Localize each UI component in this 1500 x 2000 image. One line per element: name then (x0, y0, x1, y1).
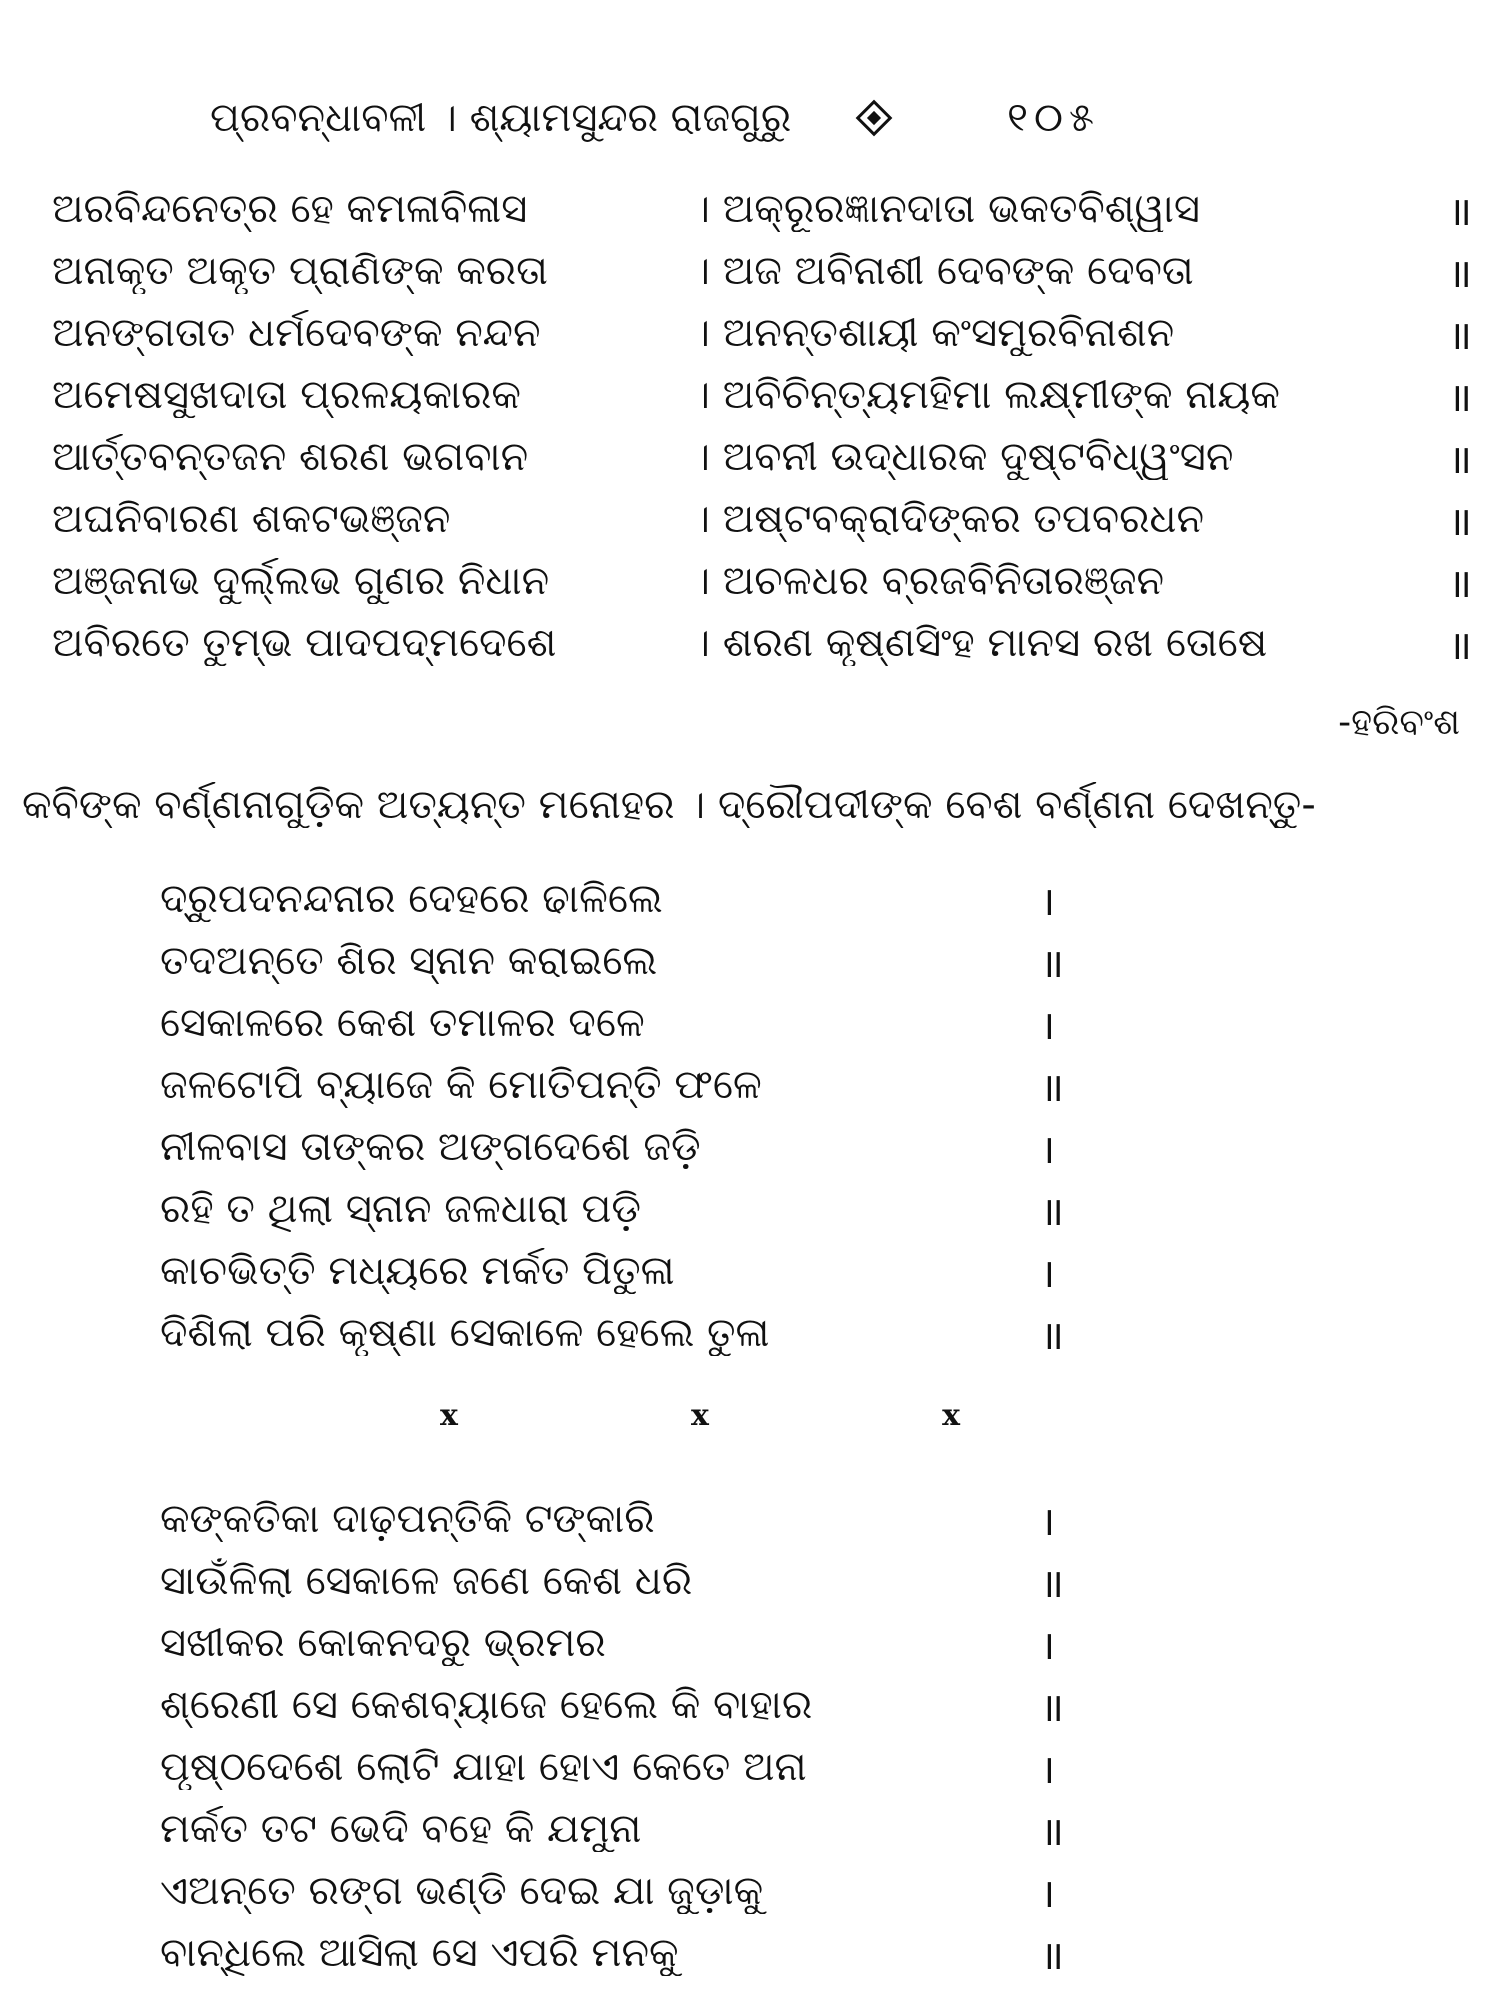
source-attribution: -ହରିବଂଶ (1338, 702, 1460, 743)
verse-line (160, 1054, 1120, 1116)
verse-text: ଜଳଟୋପି ବ୍ୟାଜେ କି ମୋତିପନ୍ତି ଫଳେ (160, 1062, 762, 1108)
verse-line (160, 1488, 1120, 1550)
verse-end-mark: ॥ (1040, 1560, 1064, 1607)
verse-right-half: । ଶରଣ କୃଷ୍ଣସିଂହ ମାନସ ରଖ ତୋଷେ (692, 620, 1268, 666)
verse-right-half: । ଅବନୀ ଉଦ୍ଧାରକ ଦୁଷ୍ଟବିଧ୍ୱଂସନ (692, 434, 1234, 480)
verse-right-half: । ଅନନ୍ତଶାୟୀ କଂସମୁରବିନାଶନ (692, 310, 1175, 356)
verse-line (160, 992, 1120, 1054)
verse-line (160, 1240, 1120, 1302)
verse-end-mark: ॥ (1448, 498, 1472, 545)
verse-end-mark: ॥ (1040, 1064, 1064, 1111)
verse-end-mark: ॥ (1448, 436, 1472, 483)
verse-text: ମର୍କତ ତଟ ଭେଦି ବହେ କି ଯମୁନା (160, 1806, 642, 1852)
verse-text: ପୃଷ୍ଠଦେଶେ ଲୋଟି ଯାହା ହୋଏ କେତେ ଅନା (160, 1744, 807, 1790)
verse-line (52, 488, 1472, 550)
verse-left-half: ଆର୍ତ୍ତବନ୍ତଜନ ଶରଣ ଭଗବାନ (52, 434, 529, 480)
verse-end-mark: ॥ (1040, 1932, 1064, 1979)
verse-end-mark: ॥ (1040, 1312, 1064, 1359)
verse-line (160, 1612, 1120, 1674)
verse-text: ଦିଶିଲା ପରି କୃଷ୍ଣା ସେକାଳେ ହେଲେ ତୁଳା (160, 1310, 770, 1356)
verse-text: ସେକାଳରେ କେଶ ତମାଳର ଦଳେ (160, 1000, 645, 1046)
verse-end-mark: । (1040, 1126, 1056, 1173)
verse-end-mark: ॥ (1448, 622, 1472, 669)
verse-text: ତଦଅନ୍ତେ ଶିର ସ୍ନାନ କରାଇଲେ (160, 938, 658, 984)
verse-end-mark: ॥ (1448, 188, 1472, 235)
verse-left-half: ଅନାକୃତ ଅକୃତ ପ୍ରାଣିଙ୍କ କରତା (52, 248, 548, 294)
verse-right-half: । ଅଷ୍ଟବକ୍ରାଦିଙ୍କର ତପବରଧନ (692, 496, 1205, 542)
section-separator (440, 1398, 960, 1438)
verse-left-half: ଅବିରତେ ତୁମ୍ଭ ପାଦପଦ୍ମଦେଶେ (52, 620, 557, 666)
separator-mark: x (440, 1398, 458, 1433)
verse-end-mark: ॥ (1448, 250, 1472, 297)
verse-line (160, 1860, 1120, 1922)
verse-text: କଙ୍କତିକା ଦାଢ଼ପନ୍ତିକି ଟଙ୍କାରି (160, 1496, 655, 1542)
verse-end-mark: ॥ (1448, 312, 1472, 359)
verse-line (160, 1798, 1120, 1860)
verse-end-mark: । (1040, 878, 1056, 925)
verse-end-mark: । (1040, 1870, 1056, 1917)
verse-left-half: ଅଘନିବାରଣ ଶକଟଭଞ୍ଜନ (52, 496, 451, 542)
verse-stanza-harivamsa (52, 178, 1472, 674)
intro-paragraph: କବିଙ୍କ ବର୍ଣ୍ଣନାଗୁଡ଼ିକ ଅତ୍ୟନ୍ତ ମନୋହର । ଦ୍ରୌପଦୀଙ୍କ ବେଶ ବର୍ଣ୍ଣନା ଦେଖନ୍ତୁ- (22, 782, 1316, 828)
verse-end-mark: ॥ (1040, 940, 1064, 987)
verse-text: ସଖୀକର କୋକନଦରୁ ଭ୍ରମର (160, 1620, 606, 1666)
separator-mark: x (691, 1398, 709, 1433)
verse-end-mark: ॥ (1448, 560, 1472, 607)
page-number: ୧୦୫ (1007, 95, 1100, 141)
verse-text: ସାଉଁଳିଲା ସେକାଳେ ଜଣେ କେଶ ଧରି (160, 1558, 693, 1604)
verse-right-half: । ଅବିଚିନ୍ତ୍ୟମହିମା ଲକ୍ଷ୍ମୀଙ୍କ ନାୟକ (692, 372, 1280, 418)
diamond-ornament-icon (856, 100, 893, 137)
verse-stanza-hair (160, 1488, 1120, 1984)
verse-line (160, 1922, 1120, 1984)
verse-end-mark: । (1040, 1622, 1056, 1669)
verse-line (52, 612, 1472, 674)
verse-line (160, 1674, 1120, 1736)
verse-line (52, 240, 1472, 302)
verse-text: ଏଅନ୍ତେ ରଙ୍ଗ ଭଣ୍ଡି ଦେଇ ଯା ଜୁଡ଼ାକୁ (160, 1868, 764, 1914)
verse-end-mark: ॥ (1040, 1188, 1064, 1235)
verse-line (160, 868, 1120, 930)
verse-line (52, 426, 1472, 488)
verse-left-half: ଅମେଷସୁଖଦାତା ପ୍ରଳୟକାରକ (52, 372, 521, 418)
verse-right-half: । ଅଜ ଅବିନାଶୀ ଦେବଙ୍କ ଦେବତା (692, 248, 1194, 294)
verse-line (160, 930, 1120, 992)
running-header (210, 88, 1210, 148)
verse-line (52, 302, 1472, 364)
verse-end-mark: । (1040, 1250, 1056, 1297)
verse-end-mark: । (1040, 1002, 1056, 1049)
verse-line (160, 1302, 1120, 1364)
verse-line (160, 1550, 1120, 1612)
verse-text: ରହି ତ ଥିଲା ସ୍ନାନ ଜଳଧାରା ପଡ଼ି (160, 1186, 642, 1232)
verse-line (160, 1736, 1120, 1798)
verse-left-half: ଅନଙ୍ଗତାତ ଧର୍ମଦେବଙ୍କ ନନ୍ଦନ (52, 310, 541, 356)
verse-stanza-draupadi (160, 868, 1120, 1364)
verse-text: ଶ୍ରେଣୀ ସେ କେଶବ୍ୟାଜେ ହେଲେ କି ବାହାର (160, 1682, 813, 1728)
verse-text: ନୀଳବାସ ତାଙ୍କର ଅଙ୍ଗଦେଶେ ଜଡ଼ି (160, 1124, 701, 1170)
verse-right-half: । ଅକ୍ରୂରଜ୍ଞାନଦାତା ଭକତବିଶ୍ୱାସ (692, 186, 1200, 232)
verse-end-mark: । (1040, 1746, 1056, 1793)
verse-text: ଦ୍ରୁପଦନନ୍ଦନାର ଦେହରେ ଢାଳିଲେ (160, 876, 663, 922)
verse-end-mark: ॥ (1040, 1808, 1064, 1855)
verse-end-mark: । (1040, 1498, 1056, 1545)
verse-line (52, 178, 1472, 240)
verse-line (160, 1178, 1120, 1240)
verse-text: କାଚଭିତ୍ତି ମଧ୍ୟରେ ମର୍କତ ପିତୁଳା (160, 1248, 675, 1294)
verse-left-half: ଅଞ୍ଜନାଭ ଦୁର୍ଲ୍ଲଭ ଗୁଣର ନିଧାନ (52, 558, 550, 604)
verse-end-mark: ॥ (1040, 1684, 1064, 1731)
verse-line (160, 1116, 1120, 1178)
verse-end-mark: ॥ (1448, 374, 1472, 421)
header-title: ପ୍ରବନ୍ଧାବଳୀ । ଶ୍ୟାମସୁନ୍ଦର ରାଜଗୁରୁ (210, 95, 792, 141)
separator-mark: x (942, 1398, 960, 1433)
verse-left-half: ଅରବିନ୍ଦନେତ୍ର ହେ କମଳାବିଳାସ (52, 186, 528, 232)
verse-text: ବାନ୍ଧିଲେ ଆସିଲା ସେ ଏପରି ମନକୁ (160, 1930, 679, 1976)
verse-right-half: । ଅଚଳଧର ବ୍ରଜବିନିତାରଞ୍ଜନ (692, 558, 1165, 604)
verse-line (52, 364, 1472, 426)
verse-line (52, 550, 1472, 612)
